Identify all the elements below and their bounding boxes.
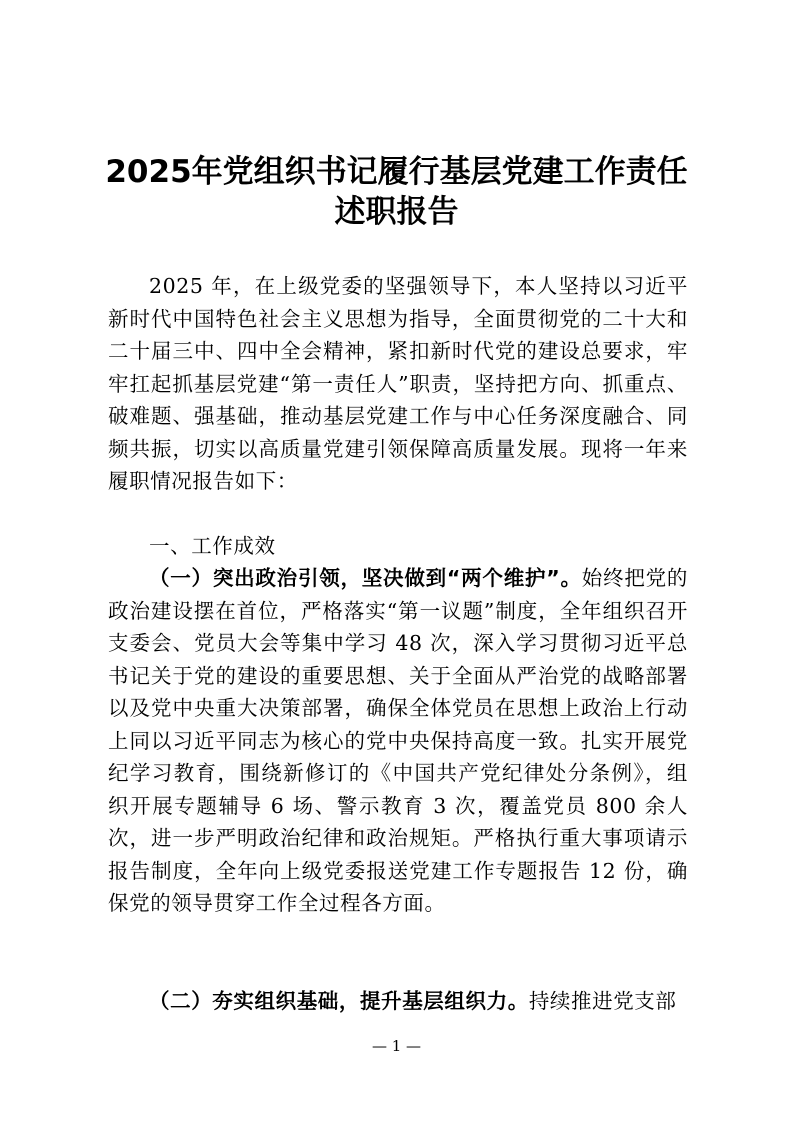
section-heading bbox=[108, 530, 688, 563]
document-title-line-2: 述职报告 bbox=[334, 194, 459, 230]
subsection-1-heading: （一）突出政治引领，坚决做到“两个维护”。 bbox=[149, 566, 582, 590]
intro-paragraph-text: 2025 年，在上级党委的坚强领导下，本人坚持以习近平新时代中国特色社会主义思想为指导，全面贯彻党的二十大和二十届三中、四中全会精神，紧扣新时代党的建设总要求，牢牢扛起抓基层党建“第一责任人”职责，坚持把方向、抓重点、破难题、强基础，推动基层党建工作与中心任务深度融合、同频共振，切实以高质量党建引领保障高质量发展。现将一年来履职情况报告如下： bbox=[108, 274, 688, 493]
page-number: — 1 — bbox=[371, 1037, 422, 1055]
subsection-2-line bbox=[108, 985, 688, 1018]
subsection-1-line bbox=[108, 562, 688, 920]
section-heading-text: 一、工作成效 bbox=[149, 534, 276, 558]
subsection-1-text: 始终把党的政治建设摆在首位，严格落实“第一议题”制度，全年组织召开支委会、党员大会等集中学习 48 次，深入学习贯彻习近平总书记关于党的建设的重要思想、关于全面从严治党的战略部署以及党中央重大决策部署，确保全体党员在思想上政治上行动上同以习近平同志为核心的党中央保持高度一致。扎实开展党纪学习教育，围绕新修订的《中国共产党纪律处分条例》，组织开展专题辅导 6 场、警示教育 3 次，覆盖党员 800 余人次，进一步严明政治纪律和政治规矩。严格执行重大事项请示报告制度，全年向上级党委报送党建工作专题报告 12 份，确保党的领导贯穿工作全过程各方面。 bbox=[108, 566, 689, 915]
intro-paragraph bbox=[108, 270, 688, 498]
subsection-1-paragraph bbox=[108, 562, 688, 920]
subsection-2-text: 持续推进党支部 bbox=[528, 989, 677, 1013]
subsection-2-heading: （二）夯实组织基础，提升基层组织力。 bbox=[149, 989, 529, 1013]
document-title-line-1: 2025年党组织书记履行基层党建工作责任 bbox=[105, 154, 688, 190]
subsection-2-paragraph bbox=[108, 985, 688, 1018]
